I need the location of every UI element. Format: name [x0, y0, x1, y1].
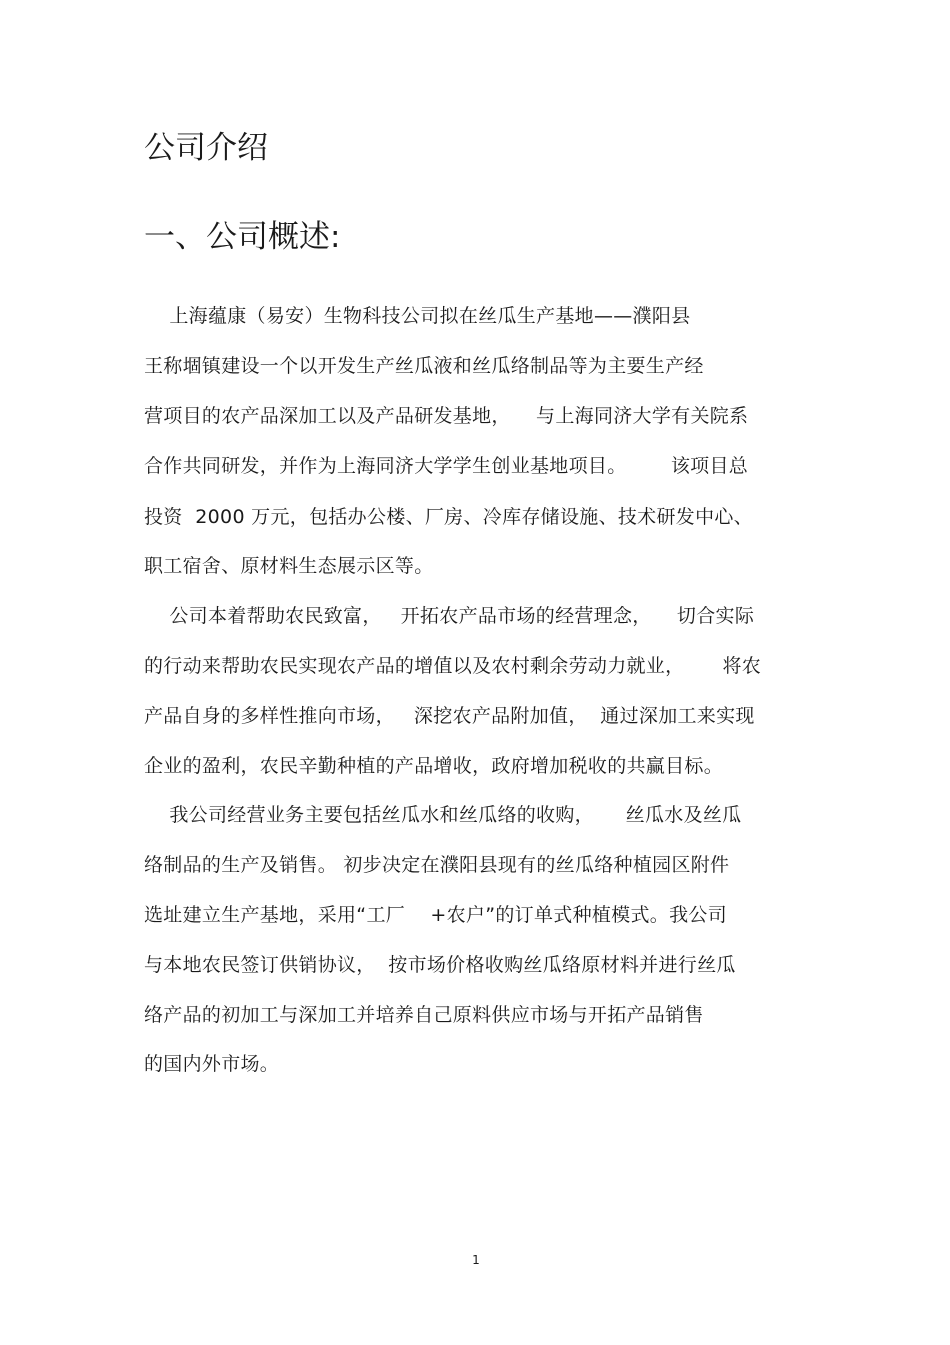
paragraph-line: 合作共同研发，并作为上海同济大学学生创业基地项目。 该项目总: [144, 455, 749, 477]
document-title: 公司介绍: [144, 130, 268, 166]
paragraph-line: 上海蕴康（易安）生物科技公司拟在丝瓜生产基地——濮阳县: [144, 305, 691, 327]
paragraph-line: 职工宿舍、原材料生态展示区等。: [144, 555, 434, 577]
paragraph-line: 的国内外市场。: [144, 1053, 280, 1075]
paragraph-line: 投资 2000 万元，包括办公楼、厂房、冷库存储设施、技术研发中心、: [144, 506, 753, 528]
paragraph-line: 王称堌镇建设一个以开发生产丝瓜液和丝瓜络制品等为主要生产经: [144, 355, 704, 377]
paragraph-line: 选址建立生产基地，采用“工厂 +农户”的订单式种植模式。我公司: [144, 904, 727, 926]
paragraph-line: 络产品的初加工与深加工并培养自己原料供应市场与开拓产品销售: [144, 1004, 704, 1026]
paragraph-line: 我公司经营业务主要包括丝瓜水和丝瓜络的收购， 丝瓜水及丝瓜: [144, 804, 742, 826]
paragraph-line: 与本地农民签订供销协议， 按市场价格收购丝瓜络原材料并进行丝瓜: [144, 954, 736, 976]
paragraph-line: 络制品的生产及销售。 初步决定在濮阳县现有的丝瓜络种植园区附件: [144, 854, 730, 876]
paragraph-line: 的行动来帮助农民实现农产品的增值以及农村剩余劳动力就业， 将农: [144, 655, 762, 677]
paragraph-line: 产品自身的多样性推向市场， 深挖农产品附加值， 通过深加工来实现: [144, 705, 755, 727]
paragraph-line: 企业的盈利，农民辛勤种植的产品增收，政府增加税收的共赢目标。: [144, 755, 724, 777]
paragraph-line: 营项目的农产品深加工以及产品研发基地， 与上海同济大学有关院系: [144, 405, 749, 427]
section-heading: 一、公司概述:: [144, 219, 341, 255]
paragraph-line: 公司本着帮助农民致富， 开拓农产品市场的经营理念， 切合实际: [144, 605, 755, 627]
page-number: 1: [472, 1253, 480, 1267]
